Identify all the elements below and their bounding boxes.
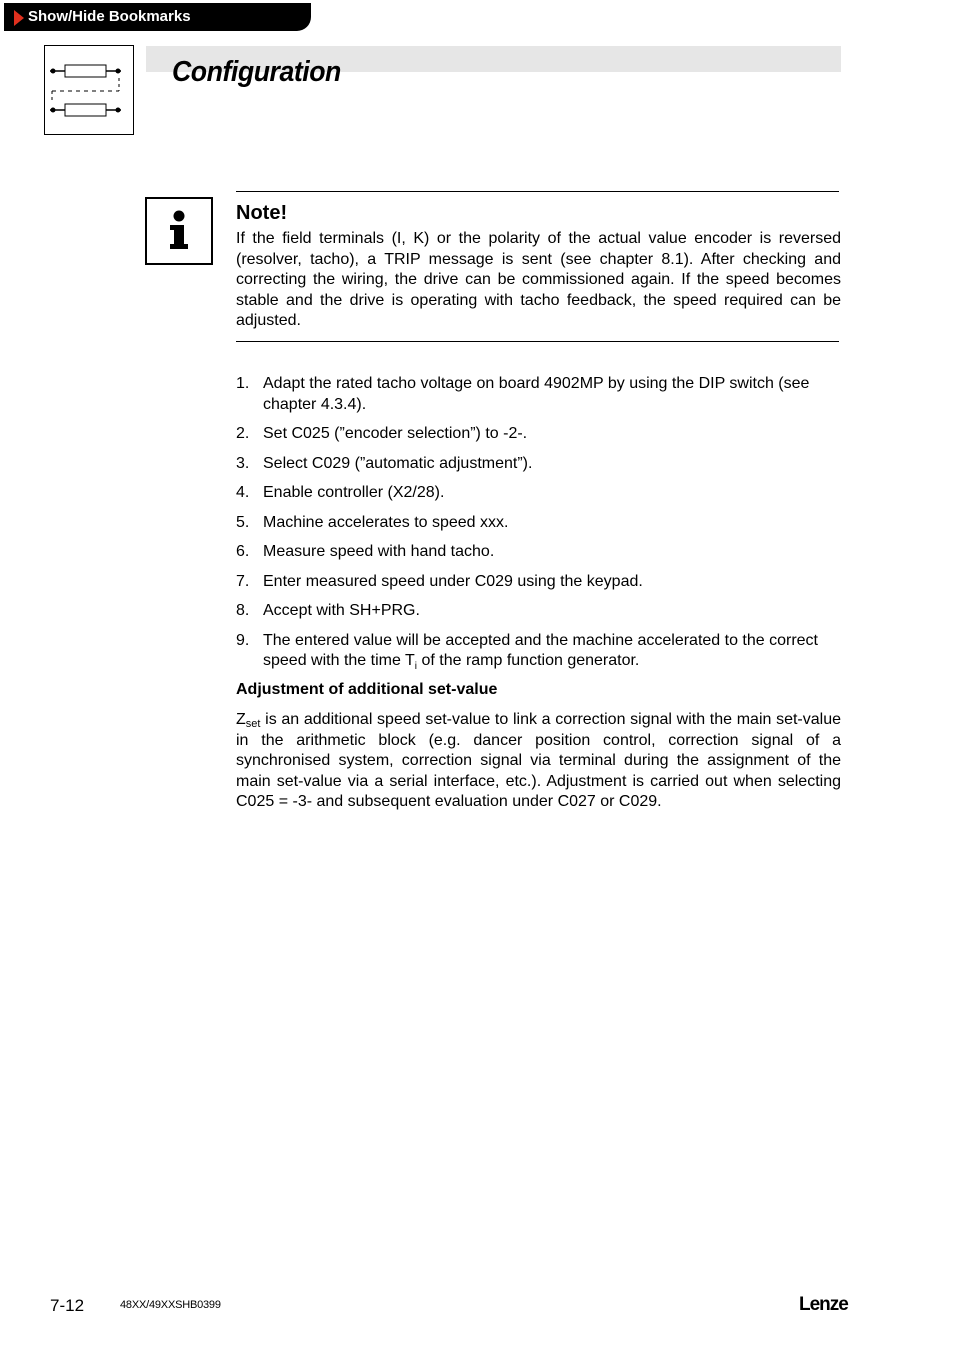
step-text: Set C025 (”encoder selection”) to -2-. (263, 425, 528, 442)
page-number: 7-12 (50, 1296, 85, 1315)
step-number: 9. (236, 631, 250, 649)
step-number: 3. (236, 454, 250, 472)
note-body: If the field terminals (I, K) or the polarity of the actual value encoder is reversed (resolver, tacho), a TRIP message is sent (see chapter 8.1). After checking and correcting the wiring, the drive can be commissioned again. If the speed becomes stable and the drive is operating with tacho feedback, the speed required can be adjusted. (236, 230, 841, 329)
step-text: Enter measured speed under C029 using the keypad. (263, 572, 643, 590)
arrow-right-icon (14, 10, 24, 26)
lenze-logo: Lenze (799, 1294, 848, 1315)
section-heading: Adjustment of additional set-value (236, 681, 498, 698)
document-code: 48XX/49XXSHB0399 (120, 1299, 221, 1311)
paragraph-text: is an additional speed set-value to link a correction signal with the main set-value in the arithmetic block (e.g. dancer position control, correction signal of a synchronised system, correction signal via terminal during the assignment of the main set-value via a serial interface, etc.). Adjustment is carried out when selecting C025 = -3- and subsequent evaluation under C027 or C029. (236, 711, 841, 810)
step-text: Machine accelerates to speed xxx. (263, 513, 509, 531)
info-icon (145, 197, 213, 265)
step-text: Adapt the rated tacho voltage on board 4902MP by using the DIP switch (see chapter 4.3.4). (263, 375, 810, 413)
step-number: 1. (236, 375, 250, 392)
note-heading: Note! (236, 202, 288, 224)
note-top-rule (236, 191, 839, 192)
step-number: 6. (236, 543, 250, 560)
list-item (236, 424, 841, 445)
list-item (236, 601, 841, 622)
bookmarks-label: Show/Hide Bookmarks (28, 8, 191, 25)
step-number: 5. (236, 513, 250, 531)
symbol: Z (236, 711, 246, 728)
step-subscript: i (414, 661, 418, 673)
step-text: Accept with SH+PRG. (263, 602, 420, 619)
show-hide-bookmarks-button[interactable] (4, 3, 311, 31)
step-text-end: of the ramp function generator. (417, 652, 640, 669)
list-item (236, 513, 841, 534)
step-text: Select C029 (”automatic adjustment”). (263, 454, 533, 472)
step-list (236, 374, 841, 687)
list-item (236, 631, 841, 678)
step-text: Enable controller (X2/28). (263, 484, 445, 501)
list-item (236, 572, 841, 593)
step-number: 8. (236, 602, 250, 619)
list-item (236, 454, 841, 475)
symbol-subscript: set (245, 718, 261, 730)
step-number: 4. (236, 484, 250, 501)
page-title: Configuration (172, 56, 341, 88)
note-bottom-rule (236, 341, 839, 342)
step-text: Measure speed with hand tacho. (263, 543, 495, 560)
step-text: The entered value will be accepted and the machine accelerated to the correct speed with the time T (263, 631, 818, 669)
circuit-diagram-icon (44, 45, 134, 135)
step-number: 7. (236, 572, 250, 590)
step-number: 2. (236, 425, 250, 442)
adjustment-paragraph (236, 710, 841, 813)
list-item (236, 374, 841, 415)
list-item (236, 542, 841, 563)
list-item (236, 483, 841, 504)
